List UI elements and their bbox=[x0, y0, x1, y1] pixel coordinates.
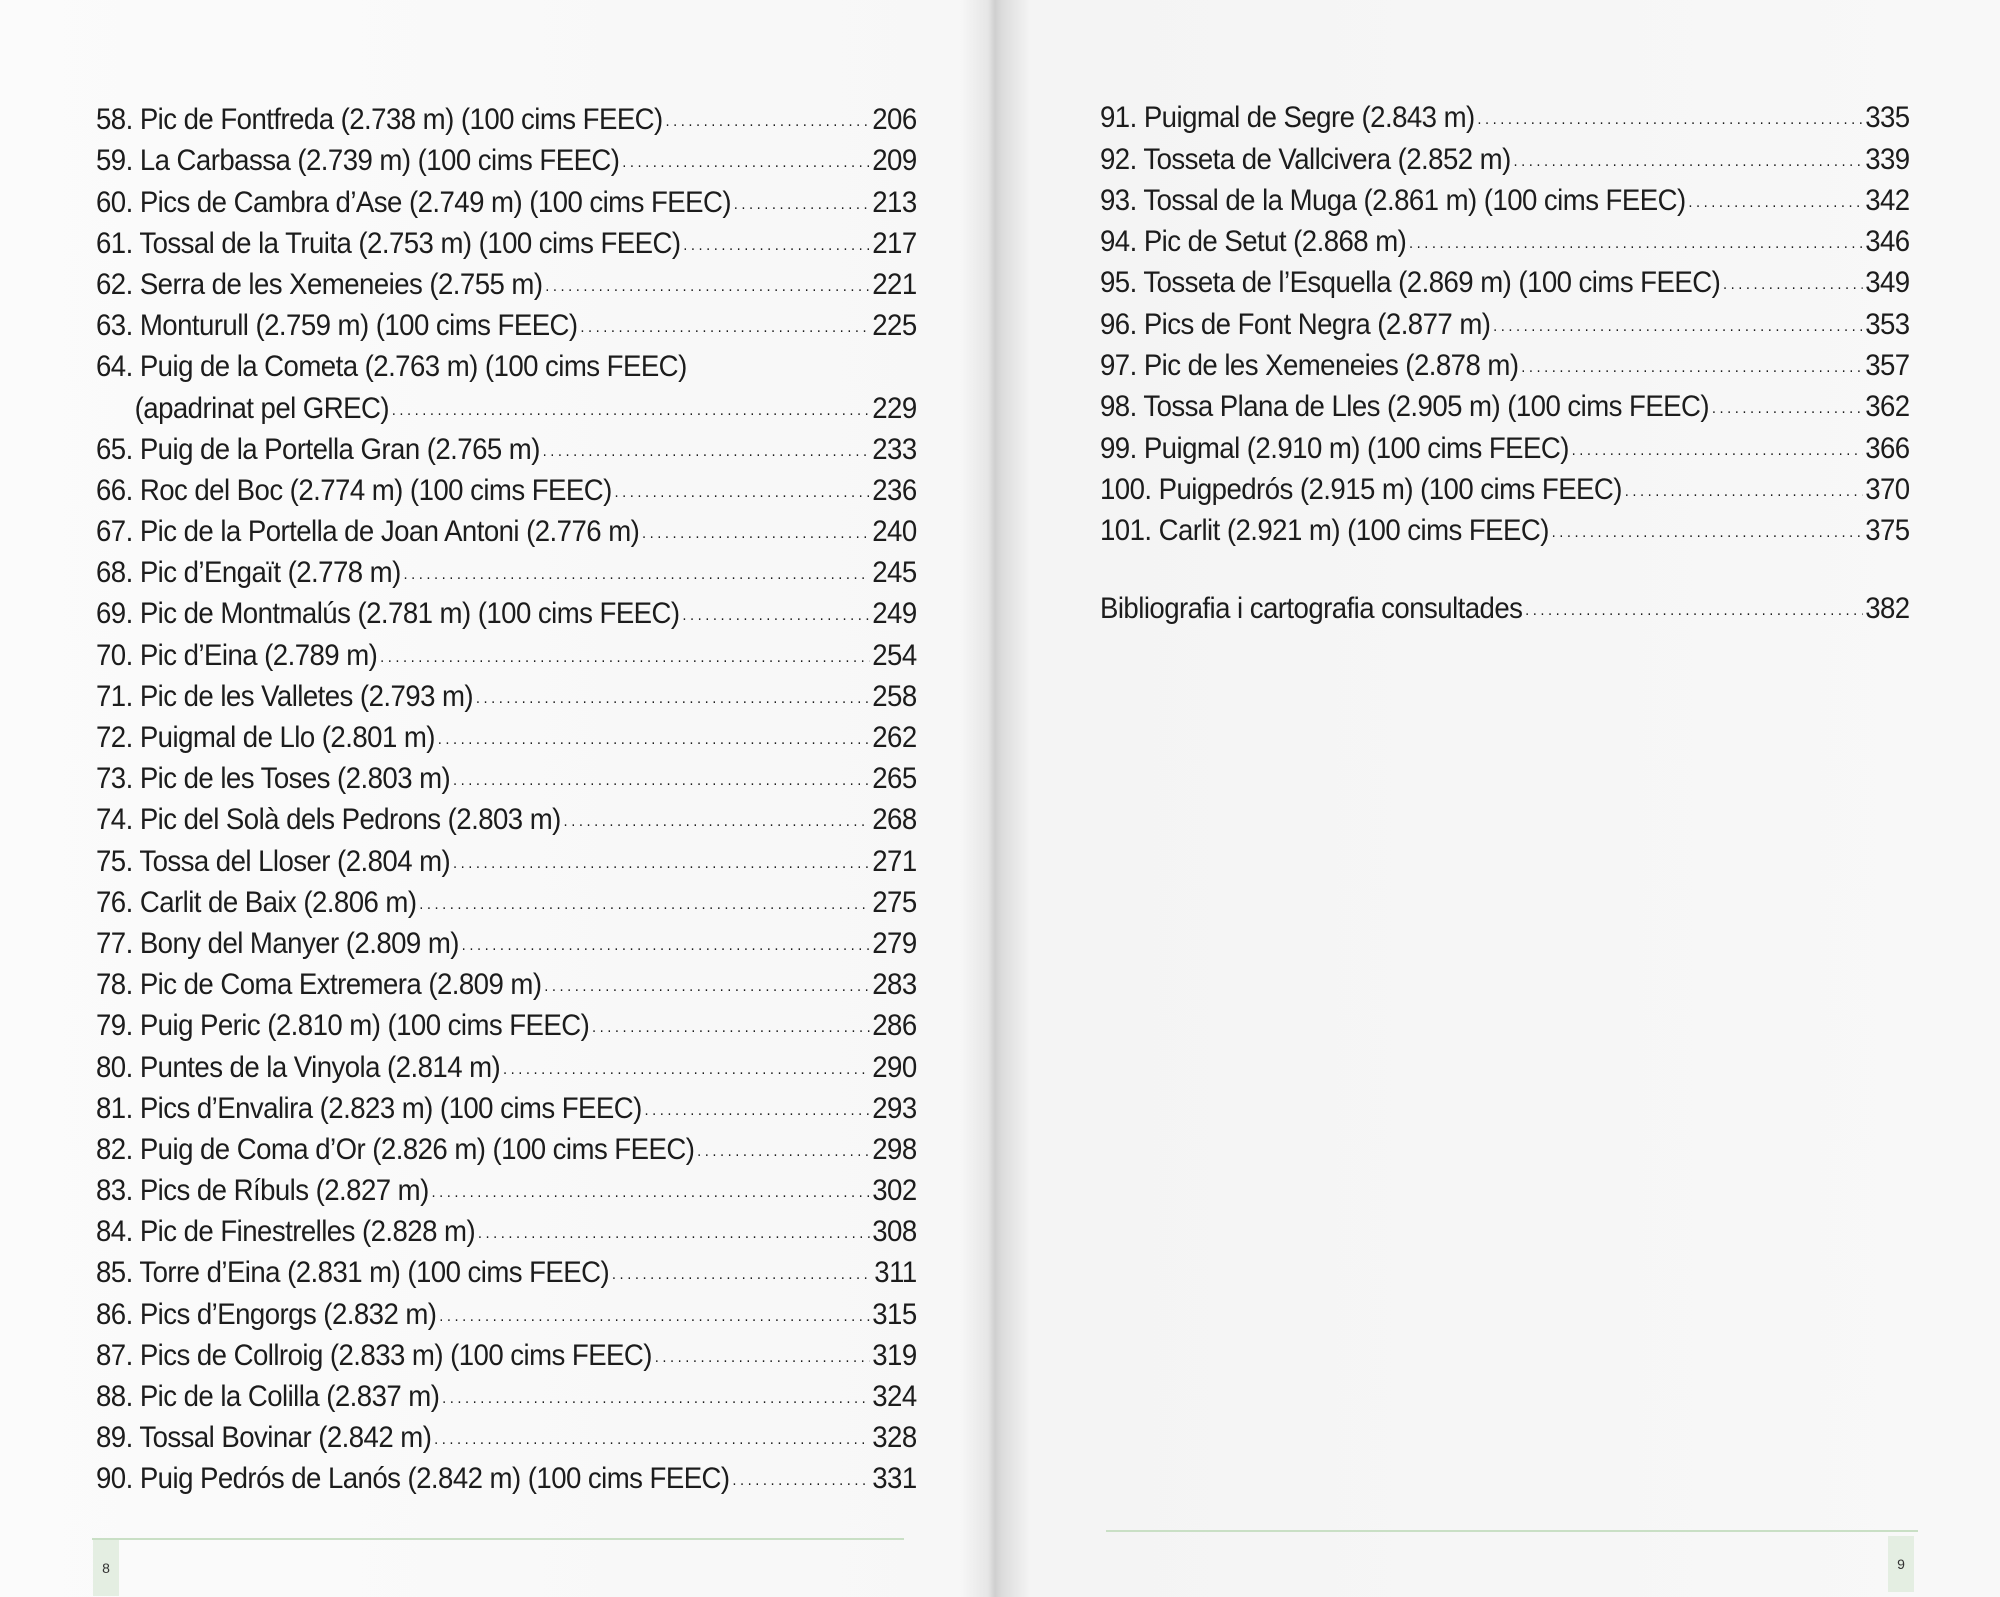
toc-list-left bbox=[96, 96, 917, 1496]
toc-entry-title: 75. Tossa del Lloser (2.804 m) bbox=[96, 844, 451, 878]
toc-entry bbox=[96, 261, 917, 302]
dot-leader bbox=[1514, 154, 1863, 177]
toc-entry-title: 64. Puig de la Cometa (2.763 m) (100 cims FEEC) bbox=[96, 350, 687, 384]
toc-entry bbox=[1100, 94, 1910, 135]
toc-entry bbox=[96, 549, 917, 590]
toc-entry bbox=[96, 1043, 917, 1084]
dot-leader bbox=[1525, 603, 1862, 626]
toc-entry-title: 87. Pics de Collroig (2.833 m) (100 cims FEEC) bbox=[96, 1338, 652, 1372]
toc-entry-title: 89. Tossal Bovinar (2.842 m) bbox=[96, 1421, 432, 1455]
dot-leader bbox=[683, 238, 869, 261]
dot-leader bbox=[419, 897, 869, 920]
toc-entry-title: 79. Puig Peric (2.810 m) (100 cims FEEC) bbox=[96, 1009, 590, 1043]
toc-entry-title: 78. Pic de Coma Extremera (2.809 m) bbox=[96, 968, 542, 1002]
toc-entry bbox=[96, 1455, 917, 1496]
toc-entry bbox=[96, 220, 917, 261]
toc-entry-page: 311 bbox=[874, 1256, 917, 1290]
toc-entry-title: 95. Tosseta de l’Esquella (2.869 m) (100 cims FEEC) bbox=[1100, 266, 1721, 300]
dot-leader bbox=[442, 1391, 869, 1414]
toc-entry-page: 286 bbox=[872, 1009, 917, 1043]
toc-entry bbox=[96, 1414, 917, 1455]
bibliography-title: Bibliografia i cartografia consultades bbox=[1100, 592, 1523, 625]
dot-leader bbox=[1712, 401, 1863, 424]
toc-list-right bbox=[1100, 94, 1910, 548]
toc-entry-title: 99. Puigmal (2.910 m) (100 cims FEEC) bbox=[1100, 431, 1569, 465]
toc-entry-continuation bbox=[96, 384, 917, 425]
dot-leader bbox=[592, 1020, 869, 1043]
toc-entry-title: 72. Puigmal de Llo (2.801 m) bbox=[96, 721, 435, 754]
toc-entry-page: 366 bbox=[1865, 431, 1910, 465]
toc-entry-page: 298 bbox=[872, 1132, 917, 1166]
page-number-right bbox=[1888, 1536, 1914, 1592]
toc-entry bbox=[96, 343, 917, 384]
dot-leader bbox=[404, 567, 870, 590]
toc-entry-title: 81. Pics d’Envalira (2.823 m) (100 cims FEEC) bbox=[96, 1091, 642, 1125]
dot-leader bbox=[564, 814, 870, 837]
toc-entry-page: 302 bbox=[872, 1174, 917, 1208]
toc-entry-page: 279 bbox=[872, 926, 917, 960]
toc-entry-continuation-text: (apadrinat pel GREC) bbox=[134, 391, 389, 425]
toc-entry-page: 262 bbox=[872, 721, 917, 754]
toc-entry bbox=[96, 879, 917, 920]
toc-entry bbox=[96, 796, 917, 837]
toc-entry-title: 68. Pic d’Engaït (2.778 m) bbox=[96, 556, 401, 590]
toc-entry-title: 58. Pic de Fontfreda (2.738 m) (100 cims FEEC) bbox=[96, 103, 663, 137]
toc-entry-title: 92. Tosseta de Vallcivera (2.852 m) bbox=[1100, 142, 1511, 176]
toc-entry-page: 342 bbox=[1865, 183, 1910, 217]
toc-entry-title: 67. Pic de la Portella de Joan Antoni (2.776 m) bbox=[96, 515, 640, 549]
dot-leader bbox=[544, 979, 869, 1002]
toc-entry-page: 375 bbox=[1865, 514, 1910, 548]
dot-leader bbox=[434, 1432, 869, 1455]
toc-entry bbox=[1100, 424, 1910, 465]
dot-leader bbox=[478, 1226, 870, 1249]
toc-entry bbox=[96, 1332, 917, 1373]
toc-entry-page: 353 bbox=[1865, 307, 1910, 341]
toc-entry-page: 206 bbox=[872, 103, 917, 137]
toc-entry-page: 339 bbox=[1865, 142, 1910, 176]
toc-entry bbox=[1100, 300, 1910, 341]
toc-entry-page: 357 bbox=[1865, 349, 1910, 383]
toc-entry bbox=[96, 426, 917, 467]
footer-rule-right bbox=[1106, 1530, 1918, 1532]
toc-entry bbox=[1100, 383, 1910, 424]
footer-rule-left bbox=[92, 1538, 904, 1540]
toc-entry-title: 94. Pic de Setut (2.868 m) bbox=[1100, 225, 1407, 259]
dot-leader bbox=[665, 114, 869, 137]
toc-entry-page: 362 bbox=[1865, 390, 1910, 424]
dot-leader bbox=[645, 1103, 870, 1126]
dot-leader bbox=[1723, 277, 1862, 300]
toc-entry-page: 293 bbox=[872, 1091, 917, 1125]
toc-entry bbox=[96, 467, 917, 508]
toc-entry-title: 73. Pic de les Toses (2.803 m) bbox=[96, 762, 451, 796]
toc-entry-title: 82. Puig de Coma d’Or (2.826 m) (100 cims FEEC) bbox=[96, 1132, 695, 1166]
toc-entry-page: 346 bbox=[1865, 225, 1910, 259]
toc-entry bbox=[1100, 218, 1910, 259]
dot-leader bbox=[503, 1062, 870, 1085]
dot-leader bbox=[1409, 236, 1862, 259]
toc-entry-title: 98. Tossa Plana de Lles (2.905 m) (100 cims FEEC) bbox=[1100, 390, 1710, 424]
dot-leader bbox=[1552, 525, 1863, 548]
toc-entry-title: 59. La Carbassa (2.739 m) (100 cims FEEC) bbox=[96, 144, 620, 178]
toc-entry bbox=[96, 1085, 917, 1126]
toc-entry-title: 69. Pic de Montmalús (2.781 m) (100 cims FEEC) bbox=[96, 597, 680, 631]
dot-leader bbox=[1493, 319, 1862, 342]
dot-leader bbox=[732, 1473, 869, 1496]
toc-entry bbox=[96, 1290, 917, 1331]
toc-entry-title: 71. Pic de les Valletes (2.793 m) bbox=[96, 679, 474, 713]
dot-leader bbox=[682, 608, 869, 631]
toc-entry-page: 221 bbox=[872, 267, 917, 301]
toc-entry bbox=[96, 1208, 917, 1249]
toc-entry-title: 84. Pic de Finestrelles (2.828 m) bbox=[96, 1215, 476, 1249]
toc-entry bbox=[96, 1373, 917, 1414]
toc-entry-page: 331 bbox=[872, 1462, 917, 1496]
toc-entry bbox=[1100, 177, 1910, 218]
toc-entry bbox=[1100, 466, 1910, 507]
page-number-text: 9 bbox=[1897, 1556, 1905, 1572]
dot-leader bbox=[642, 526, 869, 549]
dot-leader bbox=[1521, 360, 1862, 383]
dot-leader bbox=[432, 1185, 870, 1208]
toc-entry-title: 77. Bony del Manyer (2.809 m) bbox=[96, 926, 459, 960]
toc-entry-page: 315 bbox=[872, 1297, 917, 1331]
toc-entry bbox=[96, 714, 917, 755]
toc-entry bbox=[96, 508, 917, 549]
toc-entry-title: 96. Pics de Font Negra (2.877 m) bbox=[1100, 307, 1491, 341]
toc-entry bbox=[96, 755, 917, 796]
toc-entry-title: 74. Pic del Solà dels Pedrons (2.803 m) bbox=[96, 803, 561, 837]
toc-entry-page: 249 bbox=[872, 597, 917, 631]
toc-entry-page: 335 bbox=[1865, 101, 1910, 135]
toc-entry bbox=[96, 837, 917, 878]
toc-entry-title: 97. Pic de les Xemeneies (2.878 m) bbox=[1100, 349, 1519, 383]
toc-entry bbox=[96, 1167, 917, 1208]
right-page bbox=[1000, 0, 2000, 1597]
bibliography-entry bbox=[1100, 592, 1910, 626]
dot-leader bbox=[1477, 112, 1862, 135]
toc-entry-page: 370 bbox=[1865, 472, 1910, 506]
toc-entry bbox=[1100, 592, 1910, 626]
toc-entry-title: 76. Carlit de Baix (2.806 m) bbox=[96, 885, 417, 919]
dot-leader bbox=[697, 1144, 869, 1167]
dot-leader bbox=[612, 1267, 872, 1290]
toc-entry-title: 62. Serra de les Xemeneies (2.755 m) bbox=[96, 267, 543, 301]
dot-leader bbox=[580, 320, 869, 343]
toc-entry bbox=[96, 302, 917, 343]
toc-entry-page: 308 bbox=[872, 1215, 917, 1249]
dot-leader bbox=[1572, 443, 1863, 466]
toc-entry-page: 290 bbox=[872, 1050, 917, 1084]
toc-entry-title: 85. Torre d’Eina (2.831 m) (100 cims FEEC) bbox=[96, 1256, 610, 1290]
toc-entry bbox=[96, 1249, 917, 1290]
dot-leader bbox=[453, 856, 870, 879]
toc-entry-page: 328 bbox=[872, 1421, 917, 1455]
toc-entry bbox=[96, 178, 917, 219]
dot-leader bbox=[392, 403, 870, 426]
toc-entry bbox=[1100, 135, 1910, 176]
toc-entry bbox=[96, 631, 917, 672]
bibliography-page: 382 bbox=[1865, 592, 1910, 625]
toc-entry bbox=[96, 96, 917, 137]
dot-leader bbox=[545, 279, 869, 302]
toc-entry-title: 101. Carlit (2.921 m) (100 cims FEEC) bbox=[1100, 514, 1549, 548]
toc-entry-page: 265 bbox=[872, 762, 917, 796]
toc-entry-page: 283 bbox=[872, 968, 917, 1002]
page-number-left bbox=[93, 1540, 119, 1596]
toc-entry-page: 229 bbox=[872, 391, 917, 425]
dot-leader bbox=[438, 732, 870, 755]
toc-entry-title: 86. Pics d’Engorgs (2.832 m) bbox=[96, 1297, 437, 1331]
toc-entry bbox=[1100, 507, 1910, 548]
toc-entry bbox=[1100, 342, 1910, 383]
toc-entry-title: 80. Puntes de la Vinyola (2.814 m) bbox=[96, 1050, 501, 1084]
dot-leader bbox=[380, 650, 869, 673]
toc-entry-page: 258 bbox=[872, 679, 917, 713]
toc-entry-page: 275 bbox=[872, 885, 917, 919]
toc-entry-title: 88. Pic de la Colilla (2.837 m) bbox=[96, 1380, 440, 1413]
toc-entry-page: 217 bbox=[872, 226, 917, 260]
dot-leader bbox=[615, 485, 870, 508]
toc-entry-page: 349 bbox=[1865, 266, 1910, 300]
toc-entry bbox=[96, 1002, 917, 1043]
toc-entry-title: 63. Monturull (2.759 m) (100 cims FEEC) bbox=[96, 309, 578, 343]
toc-entry-page: 319 bbox=[872, 1338, 917, 1372]
toc-entry-title: 93. Tossal de la Muga (2.861 m) (100 cims FEEC) bbox=[1100, 183, 1686, 217]
dot-leader bbox=[1625, 484, 1863, 507]
toc-entry-page: 324 bbox=[872, 1380, 917, 1413]
dot-leader bbox=[622, 155, 869, 178]
toc-entry bbox=[96, 137, 917, 178]
dot-leader bbox=[655, 1350, 870, 1373]
toc-entry-page: 209 bbox=[872, 144, 917, 178]
toc-entry bbox=[96, 673, 917, 714]
dot-leader bbox=[476, 691, 870, 714]
toc-entry-page: 213 bbox=[872, 185, 917, 219]
toc-entry-title: 60. Pics de Cambra d’Ase (2.749 m) (100 cims FEEC) bbox=[96, 185, 732, 219]
toc-entry-page: 236 bbox=[872, 473, 917, 507]
left-page bbox=[0, 0, 992, 1597]
dot-leader bbox=[734, 197, 870, 220]
dot-leader bbox=[462, 938, 870, 961]
dot-leader bbox=[1688, 195, 1862, 218]
toc-entry bbox=[96, 961, 917, 1002]
toc-entry-page: 271 bbox=[872, 844, 917, 878]
dot-leader bbox=[453, 773, 870, 796]
toc-entry bbox=[1100, 259, 1910, 300]
dot-leader bbox=[439, 1309, 869, 1332]
toc-entry bbox=[96, 1126, 917, 1167]
toc-entry-title: 100. Puigpedrós (2.915 m) (100 cims FEEC) bbox=[1100, 472, 1622, 506]
toc-entry bbox=[96, 920, 917, 961]
toc-entry-page: 240 bbox=[872, 515, 917, 549]
toc-entry-page: 268 bbox=[872, 803, 917, 837]
toc-entry-page: 233 bbox=[872, 432, 917, 466]
toc-entry-title: 83. Pics de Ríbuls (2.827 m) bbox=[96, 1174, 429, 1208]
toc-entry-title: 70. Pic d’Eina (2.789 m) bbox=[96, 638, 378, 672]
page-number-text: 8 bbox=[102, 1560, 110, 1576]
toc-entry-title: 90. Puig Pedrós de Lanós (2.842 m) (100 cims FEEC) bbox=[96, 1462, 730, 1496]
toc-entry bbox=[96, 590, 917, 631]
toc-entry-title: 66. Roc del Boc (2.774 m) (100 cims FEEC) bbox=[96, 473, 612, 507]
toc-entry-page: 225 bbox=[872, 309, 917, 343]
dot-leader bbox=[543, 444, 870, 467]
toc-entry-page: 254 bbox=[872, 638, 917, 672]
toc-entry-title: 61. Tossal de la Truita (2.753 m) (100 cims FEEC) bbox=[96, 226, 681, 260]
toc-entry-page: 245 bbox=[872, 556, 917, 590]
toc-entry-title: 65. Puig de la Portella Gran (2.765 m) bbox=[96, 432, 540, 466]
toc-entry-title: 91. Puigmal de Segre (2.843 m) bbox=[1100, 101, 1475, 135]
